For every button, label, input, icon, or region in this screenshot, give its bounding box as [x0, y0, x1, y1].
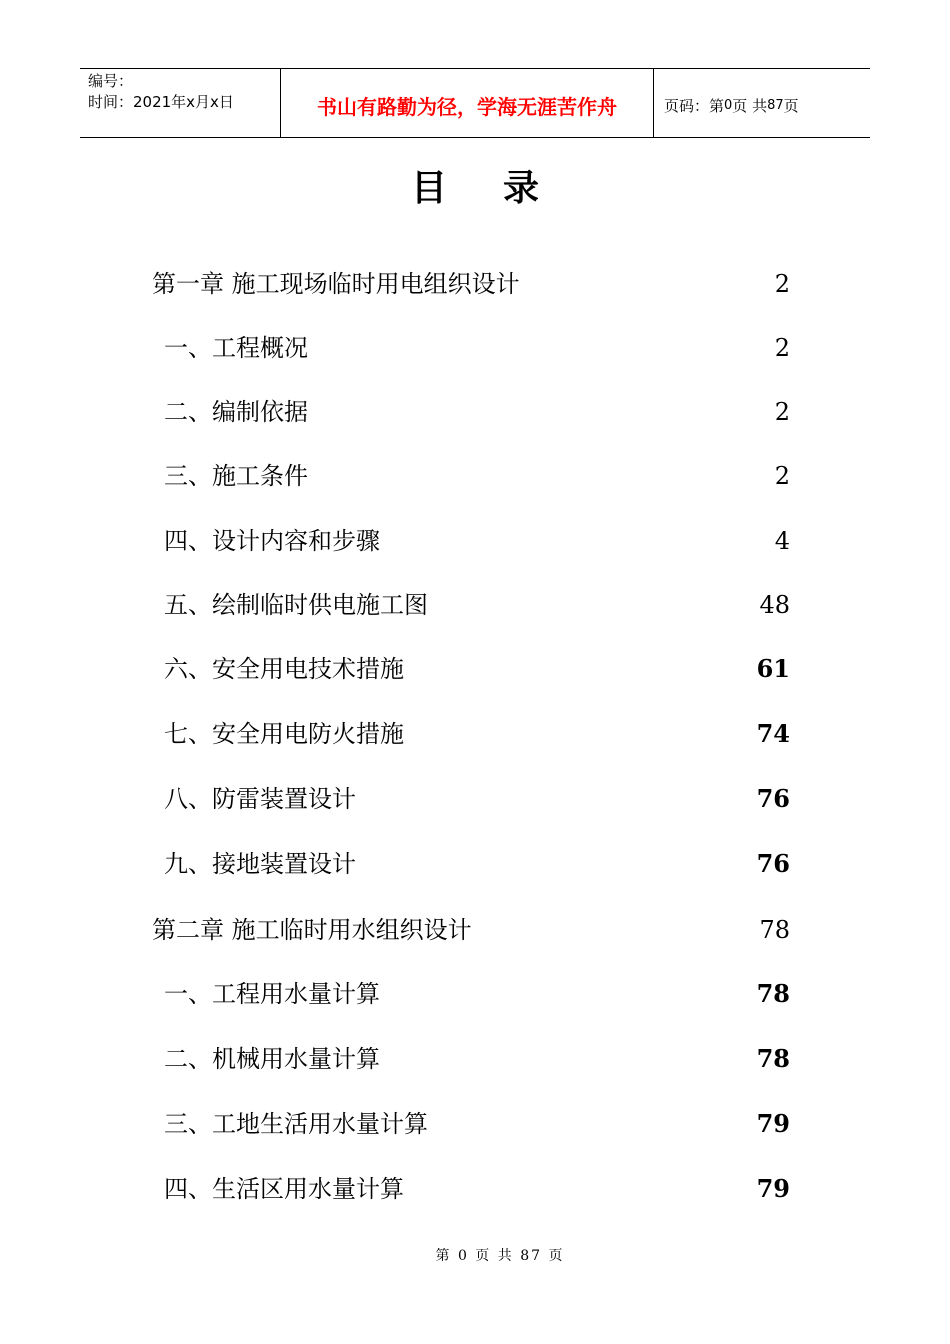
page-current: 0: [724, 97, 733, 113]
header-page-info: [654, 69, 870, 137]
toc-entry[interactable]: [0, 974, 950, 1014]
toc-entry-page: 76: [756, 784, 790, 813]
toc-entry[interactable]: [0, 456, 950, 496]
toc-entry[interactable]: [0, 910, 950, 950]
toc-entry-label: 八、防雷装置设计: [164, 785, 356, 813]
toc-entry-label: 第二章 施工临时用水组织设计: [152, 916, 472, 944]
toc-entry[interactable]: [0, 264, 950, 304]
toc-entry-label: 七、安全用电防火措施: [164, 720, 404, 748]
page-mid: 页 共: [732, 96, 768, 115]
toc-entry-page: 79: [756, 1174, 790, 1203]
toc-entry-label: 一、工程用水量计算: [164, 980, 380, 1008]
toc-entry[interactable]: [0, 328, 950, 368]
toc-entry[interactable]: [0, 521, 950, 561]
toc-entry-label: 四、设计内容和步骤: [164, 527, 380, 555]
toc-entry-page: 61: [756, 654, 790, 683]
page-title: 目录: [410, 168, 595, 209]
toc-entry[interactable]: [0, 779, 950, 819]
toc-entry-page: 2: [774, 334, 790, 362]
toc-entry-page: 48: [759, 591, 790, 619]
time-label: 时间：2021年x月x日: [88, 93, 234, 111]
toc-entry[interactable]: [0, 392, 950, 432]
toc-entry[interactable]: [0, 649, 950, 689]
page-footer: 第 0 页 共 87 页: [435, 1248, 565, 1264]
toc-entry-label: 第一章 施工现场临时用电组织设计: [152, 270, 520, 298]
toc-entry[interactable]: [0, 1039, 950, 1079]
page-label-prefix: 页码：第: [664, 96, 725, 115]
toc-entry-label: 三、工地生活用水量计算: [164, 1110, 428, 1138]
toc-entry[interactable]: [0, 844, 950, 884]
toc-entry[interactable]: [0, 1169, 950, 1209]
toc-entry-page: 2: [774, 270, 790, 298]
page-suffix: 页: [783, 96, 799, 115]
toc-entry-label: 九、接地装置设计: [164, 850, 356, 878]
toc-entry-page: 78: [759, 916, 790, 944]
toc-entry-label: 四、生活区用水量计算: [164, 1175, 404, 1203]
toc-entry-label: 二、机械用水量计算: [164, 1045, 380, 1073]
toc-entry-page: 4: [774, 527, 790, 555]
toc-entry-label: 二、编制依据: [164, 398, 308, 426]
toc-entry-page: 78: [756, 979, 790, 1008]
toc-entry-label: 一、工程概况: [164, 334, 308, 362]
toc-entry-page: 74: [756, 719, 790, 748]
page-header: [80, 68, 870, 138]
toc-entry[interactable]: [0, 714, 950, 754]
toc-entry-page: 79: [756, 1109, 790, 1138]
toc-entry-page: 76: [756, 849, 790, 878]
header-motto: 书山有路勤为径，学海无涯苦作舟: [281, 69, 654, 137]
toc-entry-label: 六、安全用电技术措施: [164, 655, 404, 683]
toc-entry-page: 78: [756, 1044, 790, 1073]
header-info-cell: [80, 69, 281, 137]
toc-entry[interactable]: [0, 585, 950, 625]
toc-entry-page: 2: [774, 462, 790, 490]
number-label: 编号：: [88, 72, 134, 90]
toc-entry[interactable]: [0, 1104, 950, 1144]
page-total: 87: [767, 97, 784, 113]
toc-entry-label: 五、绘制临时供电施工图: [164, 591, 428, 619]
toc-entry-page: 2: [774, 398, 790, 426]
toc-entry-label: 三、施工条件: [164, 462, 308, 490]
